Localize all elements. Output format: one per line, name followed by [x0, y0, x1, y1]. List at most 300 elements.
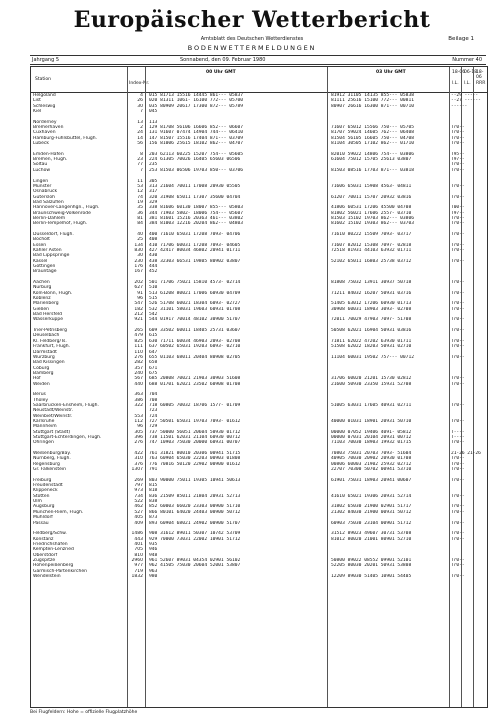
obs-cell: 61604 75012 15705 25613 03807 — [331, 157, 412, 163]
station-name: Gießen — [33, 306, 49, 312]
obs-cell: 203 62113 60225 15207 754--- 05605 — [149, 151, 244, 157]
report-title: Europäischer Wetterbericht — [73, 7, 431, 33]
obs-cell: 320 31908 65011 17307 35600 04704 — [149, 194, 241, 200]
station-index: 567 — [134, 376, 143, 382]
precip-cell: Tr0-- — [451, 381, 465, 387]
obs-cell: 776 70816 50120 22902 00900 01612 — [149, 461, 241, 467]
station-name: Soltau — [33, 162, 48, 168]
station-index: 276 — [134, 354, 143, 360]
precip-cell: Tr0-- — [451, 301, 465, 307]
station-index: 396 — [134, 435, 143, 440]
report-subtitle: Amtsblatt des Deutschen Wetterdienstes — [200, 36, 304, 42]
station-name: Hannover-Langenhgn., Flugh. — [33, 205, 100, 211]
precip-cell: --29 ----- — [451, 93, 479, 98]
station-index: 527 — [134, 509, 143, 515]
obs-cell: 738 11501 62031 21104 60930 00712 — [149, 435, 241, 440]
station-name: Essen — [33, 242, 47, 248]
column-divider — [449, 67, 450, 707]
station-index: 376 — [134, 461, 143, 467]
station-index: 310 — [134, 456, 143, 462]
obs-cell: 015 81713 15516 14445 861--- 05837 — [149, 93, 244, 98]
obs-cell: 803 90000 75011 19305 10941 50613 — [149, 477, 241, 483]
obs-cell: 41610 65021 19306 20931 52714 — [331, 493, 412, 499]
precip-cell: Tr0-- — [451, 509, 465, 515]
obs-cell: 81111 25616 15100 772--- 00811 — [331, 98, 414, 104]
precip-cell: Tr0-- — [451, 563, 465, 569]
obs-cell: 21302 84030 21900 00931 50712 — [331, 509, 412, 515]
precip-cell: Tr0-- — [451, 440, 465, 446]
station-name: Feldberg/Schw. — [33, 531, 67, 537]
station-name: Cuxhaven — [33, 130, 56, 136]
station-name: Lübeck — [33, 141, 49, 147]
station-index: 797 — [134, 483, 143, 489]
right-sub-3: RRR — [476, 81, 486, 86]
precip-cell: T00-- — [451, 205, 465, 211]
station-name: Deuselbach — [33, 333, 60, 339]
station-name: Klippeneck — [33, 488, 58, 494]
obs-cell: 873 — [149, 515, 158, 521]
station-index: 977 — [134, 563, 143, 569]
station-index: 553 — [134, 413, 143, 419]
precip-cell: Tr0-- — [451, 376, 465, 382]
obs-cell: 31512 89023 49607 30731 53708 — [331, 531, 412, 537]
right-header-3: 18-06 — [476, 70, 484, 80]
supplement-label: Beilage 1 — [448, 36, 474, 42]
obs-cell: 72518 81931 44103 63932 01711 — [331, 247, 412, 253]
obs-cell: 609 33502 60011 18405 25731 03607 — [149, 328, 241, 334]
obs-cell: 655 01103 68011 20404 80908 02705 — [149, 354, 241, 360]
station-name: Darmstadt — [33, 349, 57, 355]
obs-cell: 00000 07031 20104 20931 00712 — [331, 435, 412, 440]
station-name: Bad Salzuflen — [33, 199, 64, 205]
precip-cell: T---- — [451, 435, 465, 440]
obs-cell: 313 21604 70011 17008 20930 05505 — [149, 183, 241, 189]
station-index: 401 — [134, 541, 143, 547]
precip-cell: T95-- — [451, 151, 465, 157]
obs-cell: 81503 15102 19703 862--- 03806 — [331, 215, 414, 221]
obs-cell: 637 60502 65031 19203 6093- 02710 — [149, 344, 241, 350]
station-name: Ulm — [33, 499, 42, 505]
station-name: Wendelstein — [33, 573, 61, 579]
obs-cell: 71607 65012 15566 750--- 05705 — [331, 125, 414, 131]
obs-cell: 71610 80222 15509 7093- 03717 — [331, 231, 412, 237]
station-index: 1307 — [131, 467, 143, 473]
observations-table — [30, 66, 488, 708]
precip-cell: ------ — [451, 103, 468, 109]
station-name: Kassel — [33, 258, 48, 264]
station-index: 202 — [134, 280, 143, 286]
obs-cell: 12209 89030 51405 10901 54405 — [331, 573, 412, 579]
precip-cell: Tr0-- — [451, 573, 465, 579]
footer-note: Bei Flugfeldern: Hohe = offizielle Flugplatzhöhe — [30, 710, 138, 715]
obs-cell: 31706 60020 21201 15730 02812 — [331, 376, 412, 382]
issue-number: Nummer 40 — [452, 57, 482, 63]
obs-cell: 384 81003 12216 20204 862--- 04803 — [149, 221, 244, 227]
station-index: 81 — [137, 215, 143, 221]
obs-cell: 60903 75030 23104 00901 51712 — [331, 520, 412, 526]
station-name: Stötten — [33, 493, 50, 499]
table-header — [31, 67, 487, 93]
station-name: Passau — [33, 520, 49, 526]
right-header-1: 18-06 — [452, 70, 466, 75]
obs-cell: 515 — [149, 296, 158, 302]
obs-cell: 40905 70030 20902 20930 01708 — [331, 456, 412, 462]
station-index: 240 — [134, 370, 143, 376]
station-name: Weinbiet/Weinstr. — [33, 413, 73, 419]
station-name: Lüchow — [33, 167, 51, 173]
station-index: 96 — [137, 424, 143, 430]
station-names-column — [33, 93, 127, 579]
obs-cell: 729 — [149, 424, 158, 430]
precip-cell: Tr0-- — [451, 531, 465, 537]
precip-cell: Tr0-- — [451, 557, 465, 563]
precip-cell: Tr0-- — [451, 456, 465, 462]
obs-cell: 658 — [149, 360, 158, 366]
station-index: 212 — [134, 312, 143, 318]
obs-cell: 22707 70300 50702 00941 53710 — [331, 467, 412, 473]
obs-cell: 962 41505 75030 20604 52001 53807 — [149, 563, 241, 569]
obs-cell: 513 61208 80021 17006 60930 04709 — [149, 290, 241, 296]
obs-cell: 71607 82012 15308 7097- 02818 — [331, 242, 412, 248]
station-name: Würzburg — [33, 354, 55, 360]
station-name: Bad Hersfeld — [33, 312, 62, 318]
precip-cell: Tr0-- — [451, 338, 465, 344]
obs-cell: 71103 70030 18903 19932 01715 — [331, 440, 412, 446]
station-name: Norderney — [33, 119, 57, 125]
obs-cell: 81707 59024 14605 762--- 06408 — [331, 130, 414, 136]
obs-cell: 685 20808 70021 21903 30903 51608 — [149, 376, 241, 382]
column-divider — [145, 67, 146, 707]
station-name: Garmisch-Partenkirchen — [33, 568, 88, 574]
station-name: Koblenz — [33, 296, 51, 302]
right-sub-2: l.L. — [464, 81, 471, 86]
station-name: Schleswig — [33, 103, 56, 109]
station-name: Kempten-Lenzried — [33, 547, 74, 553]
precip-cell: Tr0-- — [451, 306, 465, 312]
obs-cell: 40000 01031 18901 20931 50710 — [331, 418, 412, 424]
station-index: 440 — [134, 381, 143, 387]
obs-cell: 131 91607 07474 14904 744--- 06410 — [149, 130, 244, 136]
station-name: Göttingen — [33, 264, 56, 269]
obs-cell: 71211 84032 16207 50931 03716 — [331, 290, 412, 296]
precip-cell: Tr0-- — [451, 183, 465, 189]
station-index: 56 — [137, 141, 143, 147]
station-name: Nürnberg, Flugh. — [33, 456, 71, 462]
station-index: 167 — [134, 269, 143, 275]
precip-cell: Tr0-- — [451, 258, 465, 264]
station-name: Freudenstadt — [33, 483, 63, 489]
station-index: 422 — [134, 451, 143, 457]
obs-cell: 129 81708 56106 16606 852--- 06607 — [149, 125, 244, 131]
station-name: Hof — [33, 376, 41, 382]
station-index: 282 — [134, 360, 143, 366]
obs-cell: 81503 08516 17703 871--- 03818 — [331, 167, 414, 173]
station-name: Tholey — [33, 397, 49, 403]
precip-cell: Tr0-- — [451, 354, 465, 360]
precip-cell: Tr0-- — [451, 130, 465, 136]
station-index: 74 — [137, 194, 143, 200]
station-index: 973 — [134, 488, 143, 494]
obs-cell: 338 81606 60130 18007 855--- 05803 — [149, 205, 244, 211]
precip-cell: Tr0-- — [451, 242, 465, 248]
right-header-2: 06-18 — [464, 70, 478, 75]
station-name: Osnabrück — [33, 189, 58, 195]
obs-cell: 852 60003 66020 23303 00900 51710 — [149, 504, 241, 510]
obs-cell: 224 61305 70026 16405 65603 06506 — [149, 157, 241, 163]
obs-cell: 708 — [149, 397, 158, 403]
obs-cell: 21600 50930 23350 15931 52708 — [331, 381, 412, 387]
obs-cell: 00000 07052 19406 4091- 05812 — [331, 429, 412, 435]
precip-cell: Tr0-- — [451, 215, 465, 221]
obs-cell: 763 60904 65030 22203 00903 01808 — [149, 456, 241, 462]
obs-cell: 52102 65011 16803 25738 03712 — [331, 258, 412, 264]
station-name: Aachen — [33, 280, 50, 286]
obs-cell: 81808 75032 13911 30937 50718 — [331, 280, 412, 286]
station-index: 77 — [137, 162, 143, 168]
obs-cell: 50800 89022 08552 09901 52101 — [331, 557, 412, 563]
precip-cell: Tr0-- — [451, 536, 465, 542]
station-name: Lingen — [33, 178, 49, 184]
station-index: 830 — [134, 247, 143, 253]
precip-cell: Tr0-- — [451, 141, 465, 147]
obs-cell: 723 — [149, 408, 158, 414]
obs-cell: 52205 80030 20201 50931 53808 — [331, 563, 412, 569]
obs-cell: 81802 56021 17606 2557- 03710 — [331, 210, 412, 216]
obs-cell: 510 — [149, 285, 158, 291]
station-name: Zugspitze — [33, 557, 56, 563]
station-index: 110 — [134, 349, 143, 355]
station-index: 719 — [134, 568, 143, 574]
station-name: Hohenpeißenberg — [33, 563, 74, 569]
station-index: 405 — [134, 515, 143, 521]
station-name: Öhringen — [33, 440, 54, 446]
station-index: 2960 — [131, 557, 143, 563]
obs-cell: 400 71610 65031 17208 7093- 04706 — [149, 231, 241, 237]
precip-cell: Tr0-- — [451, 290, 465, 296]
precip-cell: Tr0-- — [451, 317, 465, 323]
station-name: Berlin-Dahlem — [33, 215, 66, 221]
issue-date: Sonnabend, den 09. Februar 1980 — [180, 57, 266, 63]
obs-cell: 935 — [149, 541, 158, 547]
precip-cell: Tr0-- — [451, 167, 465, 173]
obs-cell: 81912 31105 14135 855--- 05838 — [331, 93, 414, 98]
obs-cell: 961 52607 89031 04354 02901 56102 — [149, 557, 241, 563]
station-name: Braunschweig-Völkenrode — [33, 210, 91, 216]
obs-cell: 836 21509 85011 21804 20931 52713 — [149, 493, 241, 499]
station-index: 1486 — [131, 531, 143, 537]
station-index: 111 — [134, 344, 143, 350]
precip-column — [451, 93, 485, 579]
station-index: 25 — [137, 237, 143, 243]
obs-cell: 72011 70029 47903 7097- 51708 — [331, 317, 412, 323]
precip-cell: Tr0-- — [451, 504, 465, 510]
station-index: 443 — [134, 536, 143, 542]
obs-cell: 81104 30505 17102 862--- 01710 — [331, 141, 414, 147]
obs-cell: 452 — [149, 269, 158, 275]
obs-cell: 41806 60531 17206 45500 04708 — [331, 205, 412, 211]
station-index: 276 — [134, 440, 143, 446]
obs-cell: 615 — [149, 333, 158, 339]
precip-cell: T---- — [451, 429, 465, 435]
station-name: Kl. Feldberg/Ts. — [33, 338, 67, 344]
precip-cell: Tr0-- — [451, 477, 465, 483]
station-name: Freiburg — [33, 477, 52, 483]
station-name: Bad Lippspringe — [33, 253, 70, 259]
station-name: Mannheim — [33, 424, 57, 430]
station-name: Neustadt/Weinstr. — [33, 408, 74, 414]
station-index: 547 — [134, 301, 143, 307]
obs-cell: 305 — [149, 178, 158, 184]
station-index: 36 — [137, 210, 143, 216]
obs-cell: 737 50000 56051 20604 50930 01712 — [149, 429, 241, 435]
obs-00-column — [149, 93, 324, 579]
obs-cell: 51405 63012 17206 60930 01713 — [331, 301, 412, 307]
station-name: Weiden — [33, 381, 50, 387]
obs-cell: 410 71706 60031 17208 7093- 04605 — [149, 242, 241, 248]
obs-cell: 31802 65030 21900 02901 51717 — [331, 504, 412, 510]
station-name: Gütersloh — [33, 194, 55, 200]
precip-cell: Tr0-- — [451, 221, 465, 227]
station-name: Kahler Asten — [33, 247, 62, 253]
station-name: Saarbrücken-Ensheim, Flugh. — [33, 402, 99, 408]
right-sub-1: l.L. — [452, 81, 459, 86]
precip-cell: Tr0-- — [451, 467, 465, 473]
station-index: 30 — [137, 253, 143, 259]
station-name: Bremerhaven — [33, 125, 64, 131]
station-index: 627 — [134, 285, 143, 291]
obs-cell: 70803 75031 20703 7093- 51604 — [331, 451, 412, 457]
precip-cell: T97-- — [451, 157, 465, 163]
obs-03-column — [331, 93, 449, 579]
precip-cell: Tr0-- — [451, 493, 465, 499]
station-index: 84 — [137, 221, 143, 227]
station-index: 462 — [134, 504, 143, 510]
obs-cell: 501 71706 75021 15810 4573- 02714 — [149, 280, 241, 286]
station-name: Marienberg — [33, 301, 59, 307]
precip-cell: Tr0-- — [451, 418, 465, 424]
station-name: Düsseldorf, Flugh. — [33, 231, 74, 237]
obs-cell: 020 81311 1061- 16100 772--- 05700 — [149, 98, 244, 104]
obs-cell: 727 50501 65031 19703 7093- 01612 — [149, 418, 241, 424]
obs-cell: 82010 59022 14806 754--- 03806 — [331, 151, 414, 157]
obs-cell: 438 32303 66531 19805 80902 03807 — [149, 258, 241, 264]
station-name: Frankfurt, Flugh. — [33, 344, 71, 350]
obs-cell: 838 — [149, 499, 158, 505]
obs-cell: 724 — [149, 413, 158, 419]
obs-cell: 980 — [149, 573, 158, 579]
precip-cell: 21-26 21-26 — [451, 451, 481, 457]
station-index: 2 — [140, 125, 143, 131]
station-name: Berus — [33, 392, 46, 398]
precip-cell: Tr0-- — [451, 125, 465, 131]
obs-cell: 381 81601 15216 20363 461--- 03802 — [149, 215, 244, 221]
station-name: Münster — [33, 183, 52, 189]
precip-cell: Tr0-- — [451, 194, 465, 200]
station-name: Stuttgart (Stadt) — [33, 429, 71, 435]
station-index: 35 — [137, 205, 143, 211]
station-name: Oberstdorf — [33, 552, 58, 558]
precip-cell: Tr0-- — [451, 328, 465, 334]
obs-cell: 235 — [149, 162, 158, 168]
station-name: Regensburg — [33, 461, 60, 467]
station-index: 176 — [134, 264, 143, 269]
station-index: 322 — [134, 402, 143, 408]
obs-cell: 329 — [149, 199, 158, 205]
obs-cell: 61207 70011 15707 20932 03816 — [331, 194, 412, 200]
station-name: Konstanz — [33, 536, 54, 542]
station-name: Stuttgart-Echterdingen, Flugh. — [33, 435, 102, 440]
obs-cell: 147 81507 15516 17404 871--- 03709 — [149, 135, 244, 141]
station-index: 53 — [137, 183, 143, 189]
station-index: 357 — [134, 365, 143, 371]
obs-cell: 80907 26616 16300 871--- 00710 — [331, 103, 414, 109]
station-name: Kiel — [33, 109, 42, 115]
station-index: 409 — [134, 520, 143, 526]
station-index: 134 — [134, 242, 143, 248]
obs-cell: 427 42417 80034 46802 20941 01711 — [149, 247, 241, 253]
station-name: Trier-Petrisberg — [33, 328, 67, 334]
obs-cell: 929 70000 73031 22002 10901 51712 — [149, 536, 241, 542]
station-index: 8 — [140, 151, 143, 157]
station-name: Bad Kissingen — [33, 360, 65, 366]
station-column-header: Station — [35, 77, 51, 82]
station-index: 269 — [134, 477, 143, 483]
obs-cell: 00806 60003 21902 25932 02712 — [331, 461, 412, 467]
precip-cell: Tr0-- — [451, 280, 465, 286]
station-name: Bocholt — [33, 237, 50, 243]
station-index: 40 — [137, 231, 143, 237]
obs-cell: 11104 60031 19502 757--- 00712 — [331, 354, 414, 360]
station-index: 30 — [137, 103, 143, 109]
column-divider — [127, 67, 128, 707]
obs-cell: 430 — [149, 253, 158, 259]
obs-cell: 704 — [149, 392, 158, 398]
obs-cell: 671 — [149, 365, 158, 371]
station-index: 265 — [134, 328, 143, 334]
obs-cell: 81504 56105 16605 750--- 04708 — [331, 135, 414, 141]
station-index: 11 — [137, 178, 143, 184]
station-index: 230 — [134, 258, 143, 264]
obs-cell: 630 71711 60034 46903 2093- 02708 — [149, 338, 241, 344]
section-title: BODENWETTERMELDUNGEN — [187, 44, 317, 52]
station-name: Brauntage — [33, 269, 57, 275]
obs-cell: 866 80101 64020 24403 00900 50712 — [149, 509, 241, 515]
station-index: 91 — [137, 290, 143, 296]
station-index: 7 — [140, 167, 143, 173]
station-index: 479 — [134, 333, 143, 339]
precip-cell: --27 ------ — [451, 98, 481, 104]
obs-cell: 791 — [149, 467, 158, 473]
obs-cell: 532 31101 58031 19603 60931 01708 — [149, 306, 241, 312]
group2-header: 03 Uhr GMT — [376, 70, 406, 75]
station-name: Weißenburg/Bay. — [33, 451, 71, 457]
obs-cell: 156 81006 25615 18102 862--- 04707 — [149, 141, 244, 147]
station-index: 23 — [137, 157, 143, 163]
station-index: 810 — [134, 552, 143, 558]
station-index: 19 — [137, 199, 143, 205]
station-index: 26 — [137, 98, 143, 104]
station-index: 386 — [134, 397, 143, 403]
obs-cell: 51508 62022 18203 50931 02710 — [331, 344, 412, 350]
obs-cell: 81012 80020 21001 80901 52710 — [331, 536, 412, 542]
station-index: 7 — [140, 109, 143, 115]
station-name: Augsburg — [33, 504, 55, 510]
obs-cell: 81602 15102 19303 862--- 03703 — [331, 221, 414, 227]
station-name: Bamberg — [33, 370, 54, 376]
precip-cell: Tr0-- — [451, 247, 465, 253]
station-name: Wasserkuppe — [33, 317, 64, 323]
obs-cell: 948 — [149, 552, 158, 558]
